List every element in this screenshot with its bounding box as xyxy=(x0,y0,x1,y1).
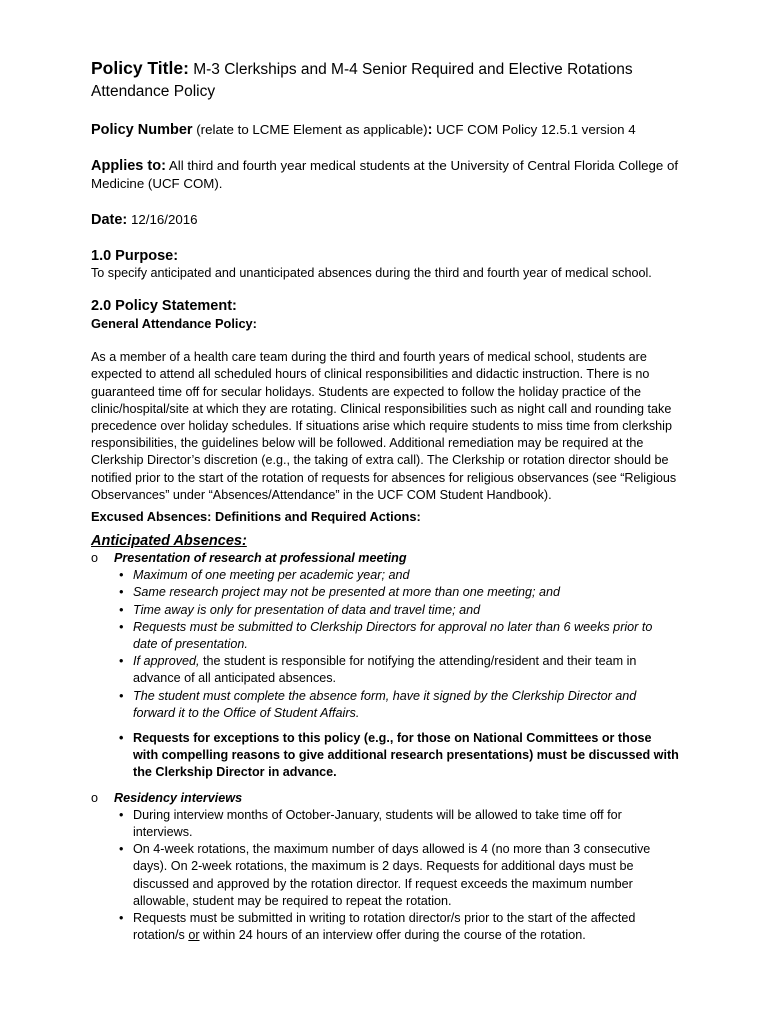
anticipated-heading-text: Anticipated Absences xyxy=(91,533,242,550)
list-item: • During interview months of October-January, students will be allowed to take time off for interviews. xyxy=(119,807,680,841)
excused-absences-heading: Excused Absences: Definitions and Required Actions: xyxy=(91,509,421,525)
purpose-text: To specify anticipated and unanticipated absences during the third and fourth year of medical school. xyxy=(91,266,652,280)
policy-number xyxy=(91,121,680,139)
list-item: • Requests must be submitted to Clerkship Directors for approval no later than 6 weeks prior to date of presentation. xyxy=(119,619,680,653)
list-item: • Maximum of one meeting per academic year; and xyxy=(119,567,680,584)
policy-number-value: UCF COM Policy 12.5.1 version 4 xyxy=(436,122,636,137)
residency-last-or: or xyxy=(188,928,200,943)
list-item: • The student must complete the absence form, have it signed by the Clerkship Director and forward it to the Office of Student Affairs. xyxy=(119,688,680,722)
purpose-heading: 1.0 Purpose: xyxy=(91,248,179,264)
applies-to-text: All third and fourth year medical students at the University of Central Florida College of Medicine (UCF COM). xyxy=(91,158,679,191)
general-attendance-text: As a member of a health care team during the third and fourth years of medical school, students are expected to attend all scheduled hours of clinical responsibilities and didactic instruction. There is no guaranteed time off for secular holidays. Students are expected to follow the holiday practice of the clinic/hospital/site at which they are rotating. Clinical responsibilities such as night call and rounding take precedence over holiday schedules. If situations arise which require students to miss time from clerkship responsibilities, the guidelines below will be followed. Additional remediation may be required at the Clerkship Director’s discretion (e.g., the taking of extra call). The Clerkship or rotation director should be notified prior to the start of the rotation of requests for absences for religious observances (see “Religious Observances” under “Absences/Attendance” in the UCF COM Student Handbook). xyxy=(91,350,677,502)
residency-item xyxy=(91,790,680,807)
anticipated-absences-heading xyxy=(91,532,680,550)
residency-last-post: within 24 hours of an interview offer during the course of the rotation. xyxy=(199,928,586,943)
anticipated-heading-colon: : xyxy=(241,533,247,550)
policy-number-qualifier: (relate to LCME Element as applicable) xyxy=(196,122,428,137)
policy-title xyxy=(91,57,680,103)
policy-number-colon: : xyxy=(427,122,433,138)
research-item xyxy=(91,550,680,567)
policy-number-label: Policy Number xyxy=(91,122,193,138)
hollow-bullet-icon: o xyxy=(91,551,99,566)
list-item: • Same research project may not be presented at more than one meeting; and xyxy=(119,584,680,601)
applies-to xyxy=(91,157,680,193)
list-item: • Time away is only for presentation of data and travel time; and xyxy=(119,602,680,619)
approved-rest: the student is responsible for notifying the attending/resident and their team in advance of all anticipated absences. xyxy=(133,654,637,686)
list-item xyxy=(119,653,680,687)
approved-italic: If approved, xyxy=(133,654,200,669)
research-title: Presentation of research at professional meeting xyxy=(114,551,407,566)
residency-bullet-list xyxy=(91,807,680,945)
policy-statement-heading: 2.0 Policy Statement: xyxy=(91,298,237,315)
general-attendance-heading: General Attendance Policy: xyxy=(91,316,257,332)
list-item: • Requests for exceptions to this policy (e.g., for those on National Committees or those with compelling reasons to give additional research presentations) must be discussed with the Clerkship Director in advance. xyxy=(119,730,680,782)
date-label: Date: xyxy=(91,212,128,228)
list-item: • On 4-week rotations, the maximum number of days allowed is 4 (no more than 3 consecutive days). On 2-week rotations, the maximum is 2 days. Requests for additional days must be discussed and approved by the rotation director. If request exceeds the maximum number allowable, student may be required to repeat the rotation. xyxy=(119,841,680,910)
list-item xyxy=(119,910,680,944)
policy-title-text: M-3 Clerkships and M-4 Senior Required and Elective Rotations Attendance Policy xyxy=(91,61,633,100)
applies-to-label: Applies to: xyxy=(91,158,166,174)
date-value: 12/16/2016 xyxy=(130,212,198,227)
policy-date xyxy=(91,211,680,229)
policy-title-label: Policy Title: xyxy=(91,58,189,78)
research-bullet-list xyxy=(91,567,680,781)
residency-last-pre: Requests must be submitted in writing to rotation director/s prior to the start of the affected rotation/s xyxy=(133,911,636,943)
hollow-bullet-icon: o xyxy=(91,790,99,805)
residency-title: Residency interviews xyxy=(114,790,243,805)
